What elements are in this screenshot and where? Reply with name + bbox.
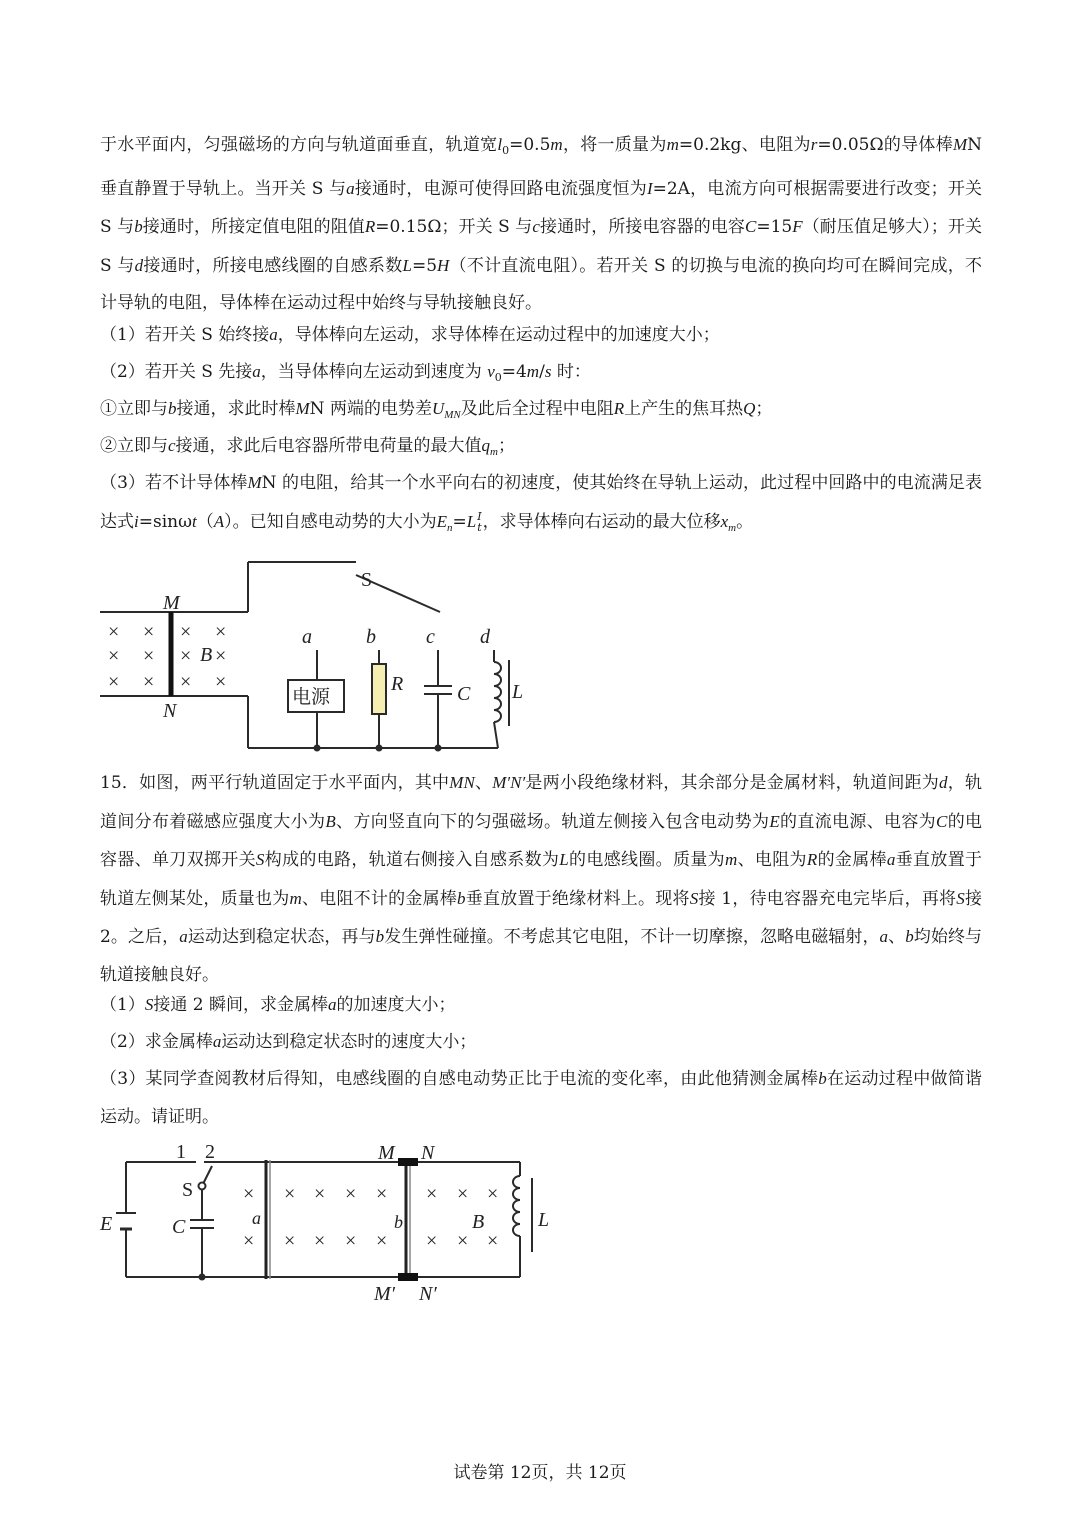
label-B: B [472,1211,485,1233]
q15-sub-question-3: （3）某同学查阅教材后得知，电感线圈的自感电动势正比于电流的变化率，由此他猜测金属棒b在运动过程中做简谐运动。请证明。 [100,1069,982,1127]
label-c: c [426,626,435,648]
insulator-MN [398,1158,418,1166]
label-switch-S: S [361,569,373,591]
svg-text:×: × [108,671,120,693]
q14-sub-question-1: （1）若开关 S 始终接a，导体棒向左运动，求导体棒在运动过程中的加速度大小； [100,325,720,345]
label-1: 1 [176,1141,186,1163]
svg-text:×: × [143,621,155,643]
label-L: L [512,681,524,703]
svg-text:×: × [284,1230,296,1252]
label-B: B [200,644,213,666]
svg-text:×: × [284,1183,296,1205]
label-power-source: 电源 [292,686,331,708]
label-S: S [182,1179,194,1201]
q14-sub-question-2: （2）若开关 S 先接a，当导体棒向左运动到速度为 $v_0=4m/s$ 时： [100,362,591,384]
label-M-prime: M′ [374,1283,396,1305]
svg-text:×: × [215,671,227,693]
label-a: a [252,1208,261,1228]
svg-text:×: × [426,1183,438,1205]
circuit-figure-2 [0,1135,1080,1310]
fraction-I-over-t: I t [477,510,482,534]
q14-sub-question-2b: ②立即与c接通，求此后电容器所带电荷量的最大值$q_m$； [100,436,515,458]
insulator-MpNp [398,1273,418,1281]
q15-sub-question-2: （2）求金属棒a运动达到稳定状态时的速度大小； [100,1032,477,1052]
circuit-figure-1 [0,550,1080,765]
svg-text:×: × [108,645,120,667]
q15-intro-paragraph: 15．如图，两平行轨道固定于水平面内，其中MN、M′N′是两小段绝缘材料，其余部分是金属材料，轨道间距为d，轨道间分布着磁感应强度大小为B、方向竖直向下的匀强磁场。轨道左侧接入包含电动势为E的直流电源、电容为C的电容器、单刀双掷开关S构成的电路，轨道右侧接入自感系数为L的电感线圈。质量为m、电阻为R的金属棒a垂直放置于轨道左侧某处，质量也为m、电阻不计的金属棒b垂直放置于绝缘材料上。现将S接 1，待电容器充电完毕后，再将S接 2。之后，a运动达到稳定状态，再与b发生弹性碰撞。不考虑其它电阻，不计一切摩擦，忽略电磁辐射，a、b均始终与轨道接触良好。 [100,773,983,985]
svg-text:×: × [376,1183,388,1205]
svg-text:×: × [108,621,120,643]
label-E: E [100,1213,113,1235]
page-footer: 试卷第 12页，共 12页 [453,1463,627,1483]
svg-text:×: × [180,671,192,693]
q14-intro-paragraph: 于水平面内，匀强磁场的方向与轨道面垂直，轨道宽$l_0=0.5m$，将一质量为m=0.2kg、电阻为r=0.05Ω的导体棒MN 垂直静置于导轨上。当开关 S 与a接通时，电源可使得回路电流强度恒为I=2A，电流方向可根据需要进行改变；开关 S 与b接通时，所接定值电阻的阻值R=0.15Ω；开关 S 与c接通时，所接电容器的电容C=15F（耐压值足够大）；开关 S 与d接通时，所接电感线圈的自感系数L=5H（不计直流电阻）。若开关 S 的切换与电流的换向均可在瞬间完成，不计导轨的电阻，导体棒在运动过程中始终与导轨接触良好。 [100,135,983,313]
svg-text:×: × [215,645,227,667]
svg-text:×: × [376,1230,388,1252]
svg-text:×: × [243,1183,255,1205]
svg-text:×: × [215,621,227,643]
label-L: L [538,1209,550,1231]
svg-text:×: × [243,1230,255,1252]
magnetic-field-crosses-2 [243,1183,498,1252]
label-C: C [457,683,471,705]
svg-text:×: × [180,621,192,643]
label-N-prime: N′ [419,1283,437,1305]
label-d: d [480,626,490,648]
label-C: C [172,1216,186,1238]
label-M: M [163,592,180,614]
label-2: 2 [205,1141,215,1163]
svg-text:×: × [314,1230,326,1252]
svg-text:×: × [457,1230,469,1252]
svg-text:×: × [487,1183,499,1205]
svg-text:×: × [143,645,155,667]
label-b: b [394,1212,403,1232]
label-R: R [391,673,404,695]
svg-text:×: × [314,1183,326,1205]
label-M: M [378,1142,395,1164]
label-a: a [302,626,312,648]
q14-sub-question-3: （3）若不计导体棒MN 的电阻，给其一个水平向右的初速度，使其始终在导轨上运动，此过程中回路中的电流满足表达式i=sinωt（A）。已知自感电动势的大小为$E_n=L$ I t ，求导体棒向右运动的最大位移$x_m$。 [100,473,982,534]
svg-text:×: × [345,1230,357,1252]
q14-sub-question-2a: ①立即与b接通，求此时棒MN 两端的电势差$U_{MN}$及此后全过程中电阻R上产生的焦耳热Q； [100,399,773,421]
label-b: b [366,626,376,648]
q15-sub-question-1: （1）S接通 2 瞬间，求金属棒a的加速度大小； [100,995,456,1015]
svg-text:×: × [143,671,155,693]
svg-text:×: × [487,1230,499,1252]
svg-text:×: × [345,1183,357,1205]
label-N: N [163,700,177,722]
label-N: N [421,1142,435,1164]
svg-text:×: × [457,1183,469,1205]
svg-text:×: × [426,1230,438,1252]
svg-text:×: × [180,645,192,667]
